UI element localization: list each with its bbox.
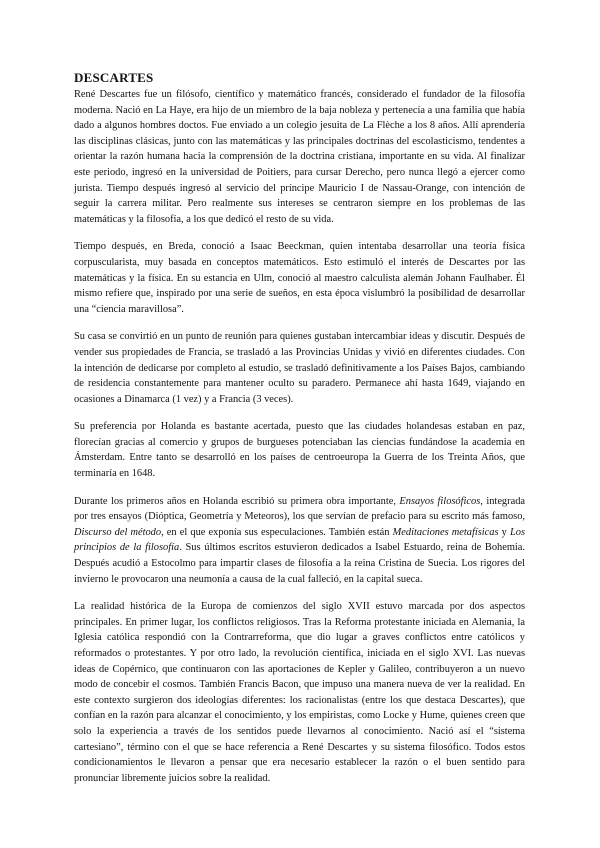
paragraph-holland-preference: Su preferencia por Holanda es bastante acertada, puesto que las ciudades holandesas estaban en paz, florecían gracias al comercio y grupos de burgueses potenciaban las ciencias fundándose la academia en Ámsterdam. Entre tanto se desarrolló en los países de centroeuropa la Guerra de los Treinta Años, que terminaría en 1648. — [74, 421, 525, 480]
work-title-discurso: Discurso del método — [74, 526, 162, 538]
work-title-principios: Los principios de la filosofía — [74, 526, 526, 554]
work-title-ensayos: Ensayos filosóficos — [399, 495, 481, 507]
works-text-4: y — [498, 526, 510, 538]
works-text-3: , en el que exponía sus especulaciones. También están — [161, 526, 393, 538]
paragraph-holland-move: Su casa se convirtió en un punto de reunión para quienes gustaban intercambiar ideas y discutir. Después de vender sus propiedades de Francia, se trasladó a las Provincias Unidas y vivió en diferentes ciudades. Con la intención de dedicarse por completo al estudio, se trasladó definitivamente a los Países Bajos, cambiando de residencia constantemente para mantener oculto su paradero. Permanece ahí hasta 1649, viajando en ocasiones a Dinamarca (1 vez) y a Francia (3 veces). — [74, 331, 525, 405]
paragraph-breda: Tiempo después, en Breda, conoció a Isaac Beeckman, quien intentaba desarrollar una teoría física corpuscularista, muy basada en conceptos matemáticos. Esto estimuló el interés de Descartes por las matemáticas y la física. En su estancia en Ulm, conoció al maestro calculista alemán Johann Faulhaber. Él mismo refiere que, inspirado por una serie de sueños, en esta época vislumbró la posibilidad de desarrollar una “ciencia maravillosa”. — [74, 241, 525, 315]
works-text-5: . Sus últimos escritos estuvieron dedicados a Isabel Estuardo, reina de Bohemia. Después acudió a Estocolmo para impartir clases de filosofía a la reina Cristina de Suecia. Los rigores del invierno le provocaron una neumonía a causa de la cual falleció, en la capital sueca. — [74, 542, 525, 585]
works-text-1: Durante los primeros años en Holanda escribió su primera obra importante, — [74, 495, 400, 507]
paragraph-historical-context: La realidad histórica de la Europa de comienzos del siglo XVII estuvo marcada por dos aspectos principales. En primer lugar, los conflictos religiosos. Tras la Reforma protestante iniciada en Alemania, la Iglesia católica respondió con la Contrarreforma, que dio lugar a graves conflictos entre católicos y reformados o protestantes. Y por otro lado, la revolución científica, iniciada en el siglo XVI. Las nuevas ideas de Copérnico, que continuaron con las aportaciones de Kepler y Galileo, contribuyeron a un nuevo modo de concebir el cosmos. También Francis Bacon, que impuso una manera nueva de ver la realidad. En este contexto surgieron dos ideologías diferentes: los racionalistas (entre los que destaca Descartes), que confían en la razón para alcanzar el conocimiento, y los empiristas, como Locke y Hume, quienes creen que solo la experiencia a través de los sentidos puede llevarnos al conocimiento. Nació así el “sistema cartesiano”, término con el que se hace referencia a René Descartes y su sistema filosófico. Todos estos condicionamientos le llevaron a pensar que era necesario establecer la razón o el buen sentido para pronunciar libremente juicios sobre la realidad. — [74, 601, 525, 784]
works-text-2: , integrada por tres ensayos (Dióptica, Geometría y Meteoros), los que servían de prefacio para su escrito más famoso, — [74, 495, 526, 523]
document-title: DESCARTES — [74, 70, 154, 85]
paragraph-biography: René Descartes fue un filósofo, científico y matemático francés, considerado el fundador de la filosofía moderna. Nació en La Haye, era hijo de un miembro de la baja nobleza y pertenecía a una familia que había dado a algunos hombres doctos. Fue enviado a un colegio jesuita de La Flèche a los 8 años. Allí aprendería las disciplinas clásicas, junto con las matemáticas y las principales doctrinas del escolasticismo, tendentes a orientar la razón humana hacia la comprensión de la doctrina cristiana, importante en su vida. Al finalizar este periodo, ingresó en la universidad de Poitiers, para cursar Derecho, pero nunca llegó a ejercer como jurista. Tiempo después ingresó al servicio del príncipe Mauricio I de Nassau-Orange, con intención de seguir la carrera militar. Pero realmente sus intereses se centraron siempre en los problemas de las matemáticas y la filosofía, a los que dedicó el resto de su vida. — [74, 89, 525, 225]
work-title-meditaciones: Meditaciones metafísicas — [392, 526, 499, 538]
paragraph-works — [74, 494, 525, 588]
